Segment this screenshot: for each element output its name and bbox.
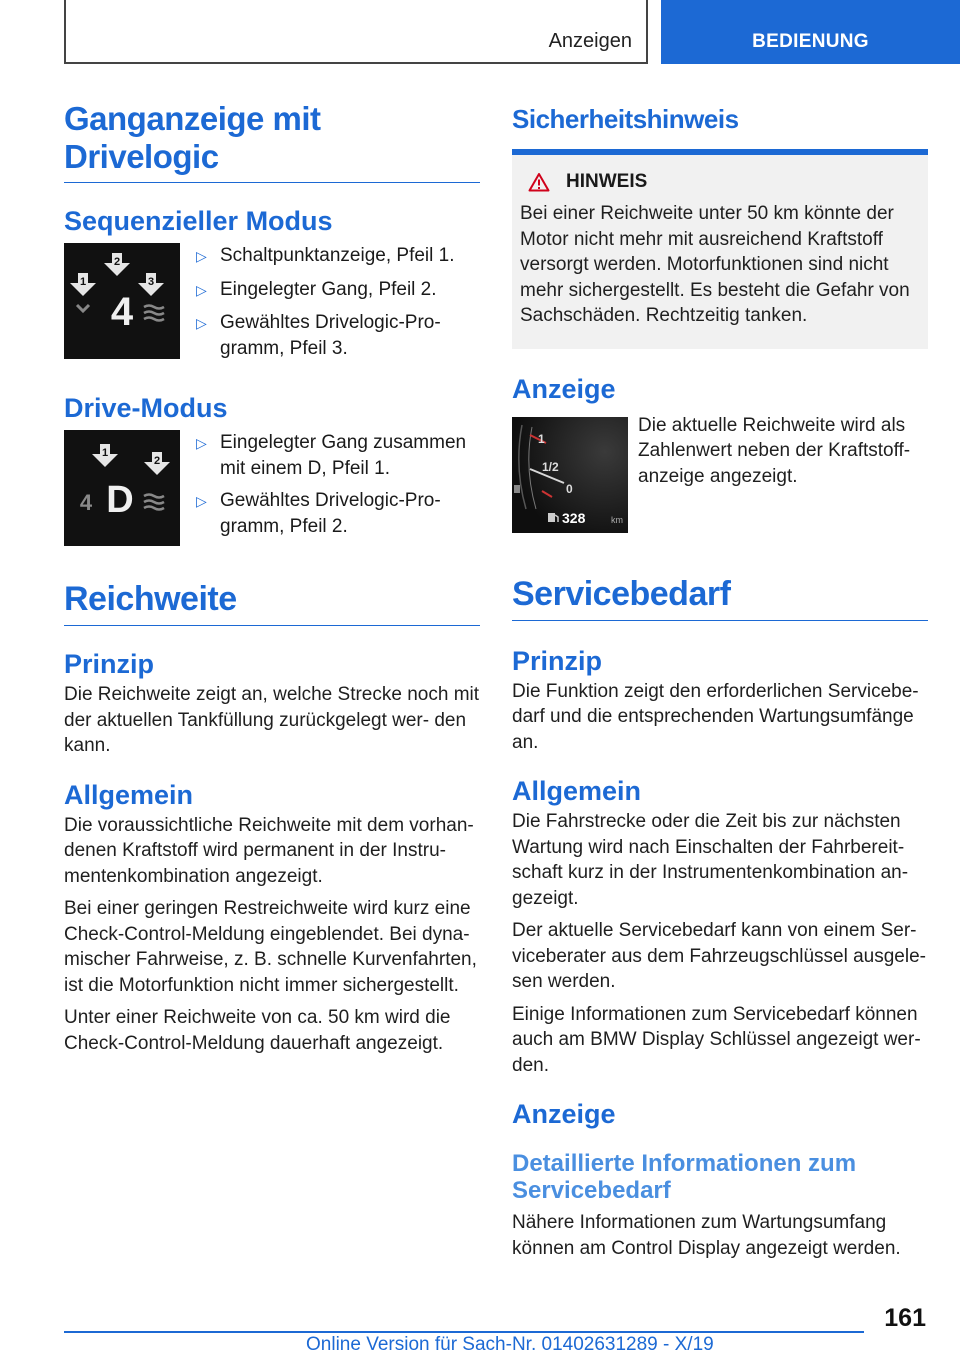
bullet-triangle-icon: ▷ bbox=[196, 281, 207, 298]
arrow-2-label: 2 bbox=[153, 455, 161, 467]
arrow-1-label: 1 bbox=[101, 447, 109, 459]
range-general-paragraph-3: Unter einer Reichweite von ca. 50 km wird die Check-Control-Meldung dauerhaft angezeigt. bbox=[64, 1007, 451, 1054]
list-item: ▷ Gewähltes Drivelogic-Pro‐ gramm, Pfeil 3. bbox=[196, 310, 480, 361]
service-display-heading: Anzeige bbox=[512, 1099, 616, 1129]
header-chapter-title: BEDIENUNG bbox=[752, 31, 869, 52]
service-general-heading: Allgemein bbox=[512, 776, 642, 806]
service-details-text: Nähere Informationen zum Wartungsumfang können am Control Display angezeigt werden. bbox=[512, 1212, 901, 1259]
arrow-2-label: 2 bbox=[113, 256, 121, 268]
service-heading: Servicebedarf bbox=[512, 575, 928, 621]
bullet-triangle-icon: ▷ bbox=[196, 493, 207, 509]
range-value: 328 bbox=[562, 509, 586, 526]
gear-number: 4 bbox=[79, 490, 93, 515]
chevron-down-icon bbox=[77, 305, 89, 311]
service-principle-heading: Prinzip bbox=[512, 645, 603, 676]
sequential-mode-figure bbox=[64, 243, 180, 359]
footer-rule bbox=[64, 1331, 864, 1333]
gauge-mark-empty: 0 bbox=[566, 481, 573, 496]
sequential-mode-block bbox=[64, 243, 480, 368]
range-general-paragraph-2: Bei einer geringen Restreichweite wird kurz eine Check-Control-Meldung eingeblendet. Bei dyna‐ mischer Fahrweise, z. B. schnelle Kurvenfahrten, ist die Motorfunktion nicht immer sichergestellt. bbox=[64, 898, 477, 996]
range-general-heading: Allgemein bbox=[64, 779, 194, 810]
gauge-mark-half: 1/2 bbox=[542, 459, 559, 474]
service-details-subheading: Detaillierte Informationen zum Servicebedarf bbox=[512, 1150, 857, 1204]
safety-heading: Sicherheitshinweis bbox=[512, 104, 739, 134]
drive-program-icon bbox=[144, 306, 164, 321]
gear-number: 4 bbox=[110, 290, 134, 334]
range-principle-text: Die Reichweite zeigt an, welche Strecke noch mit der aktuellen Tankfüllung zurückgelegt wer‐ den kann. bbox=[64, 684, 480, 756]
warning-note-title: HINWEIS bbox=[520, 171, 920, 193]
range-display-block bbox=[512, 414, 928, 533]
service-general-paragraph-1: Die Fahrstrecke oder die Zeit bis zur nächsten Wartung wird nach Einschalten der Fahrbereit‐ schaft kurz in der Instrumentenkombination an‐ gezeigt. bbox=[512, 811, 909, 909]
header-section-box bbox=[64, 0, 648, 64]
arrow-3-label: 3 bbox=[147, 276, 155, 288]
footer-version-text: Online Version für Sach-Nr. 01402631289 - X/19 bbox=[306, 1334, 714, 1355]
bullet-triangle-icon: ▷ bbox=[196, 435, 207, 451]
drive-mode-figure bbox=[64, 430, 180, 546]
sequential-mode-heading: Sequenzieller Modus bbox=[64, 206, 333, 236]
fuel-gauge-figure bbox=[512, 417, 628, 533]
service-principle-text: Die Funktion zeigt den erforderlichen Servicebe‐ darf und die entsprechenden Wartungsumfänge an. bbox=[512, 680, 919, 753]
service-general-paragraph-2: Der aktuelle Servicebedarf kann von einem Ser‐ viceberater aus dem Fahrzeugschlüssel ausgele‐ sen werden. bbox=[512, 920, 926, 992]
left-column bbox=[64, 100, 480, 1056]
bullet-triangle-icon: ▷ bbox=[196, 248, 207, 264]
list-item: ▷ Eingelegter Gang, Pfeil 2. bbox=[196, 277, 480, 304]
drive-mode-heading: Drive-Modus bbox=[64, 393, 228, 423]
range-principle-heading: Prinzip bbox=[64, 649, 155, 679]
gauge-mark-full: 1 bbox=[538, 431, 545, 446]
header-chapter-tab bbox=[661, 0, 960, 64]
drive-mode-list bbox=[196, 430, 480, 546]
list-item: ▷ Eingelegter Gang zusammen mit einem D, Pfeil 1. bbox=[196, 430, 480, 481]
range-general-paragraph-1: Die voraussichtliche Reichweite mit dem vorhan‐ denen Kraftstoff wird permanent in der Instru‐ mentenkombination angezeigt. bbox=[64, 814, 474, 887]
arrow-1-label: 1 bbox=[79, 276, 87, 288]
warning-note-text: Bei einer Reichweite unter 50 km könnte der Motor nicht mehr mit ausreichend Kraftstoff versorgt werden. Motorfunktionen sind nicht mehr sichergestellt. Es besteht die Gefahr von Sachschäden. Rechtzeitig tanken. bbox=[520, 203, 910, 326]
list-item: ▷ Gewähltes Drivelogic-Pro‐ gramm, Pfeil 2. bbox=[196, 488, 480, 539]
right-column bbox=[512, 100, 928, 1261]
service-general-paragraph-3: Einige Informationen zum Servicebedarf können auch am BMW Display Schlüssel angezeigt wer‐ den. bbox=[512, 1003, 921, 1076]
header-section-title: Anzeigen bbox=[548, 30, 632, 52]
range-unit: km bbox=[611, 514, 623, 525]
range-display-heading: Anzeige bbox=[512, 373, 616, 404]
drive-letter: D bbox=[106, 479, 134, 521]
warning-triangle-icon bbox=[528, 172, 550, 192]
drive-mode-block bbox=[64, 430, 480, 546]
fuel-pump-icon bbox=[514, 485, 520, 493]
gear-display-heading: Ganganzeige mit Drivelogic bbox=[64, 100, 480, 183]
sequential-mode-list bbox=[196, 243, 480, 368]
list-item: ▷ Schaltpunktanzeige, Pfeil 1. bbox=[196, 243, 480, 270]
warning-note bbox=[512, 155, 928, 349]
range-display-text: Die aktuelle Reichweite wird als Zahlenwert neben der Kraftstoff‐ anzeige angezeigt. bbox=[638, 414, 911, 487]
drive-program-icon bbox=[144, 495, 164, 510]
bullet-triangle-icon: ▷ bbox=[196, 315, 207, 331]
page-number: 161 bbox=[884, 1304, 926, 1332]
range-heading: Reichweite bbox=[64, 580, 480, 626]
